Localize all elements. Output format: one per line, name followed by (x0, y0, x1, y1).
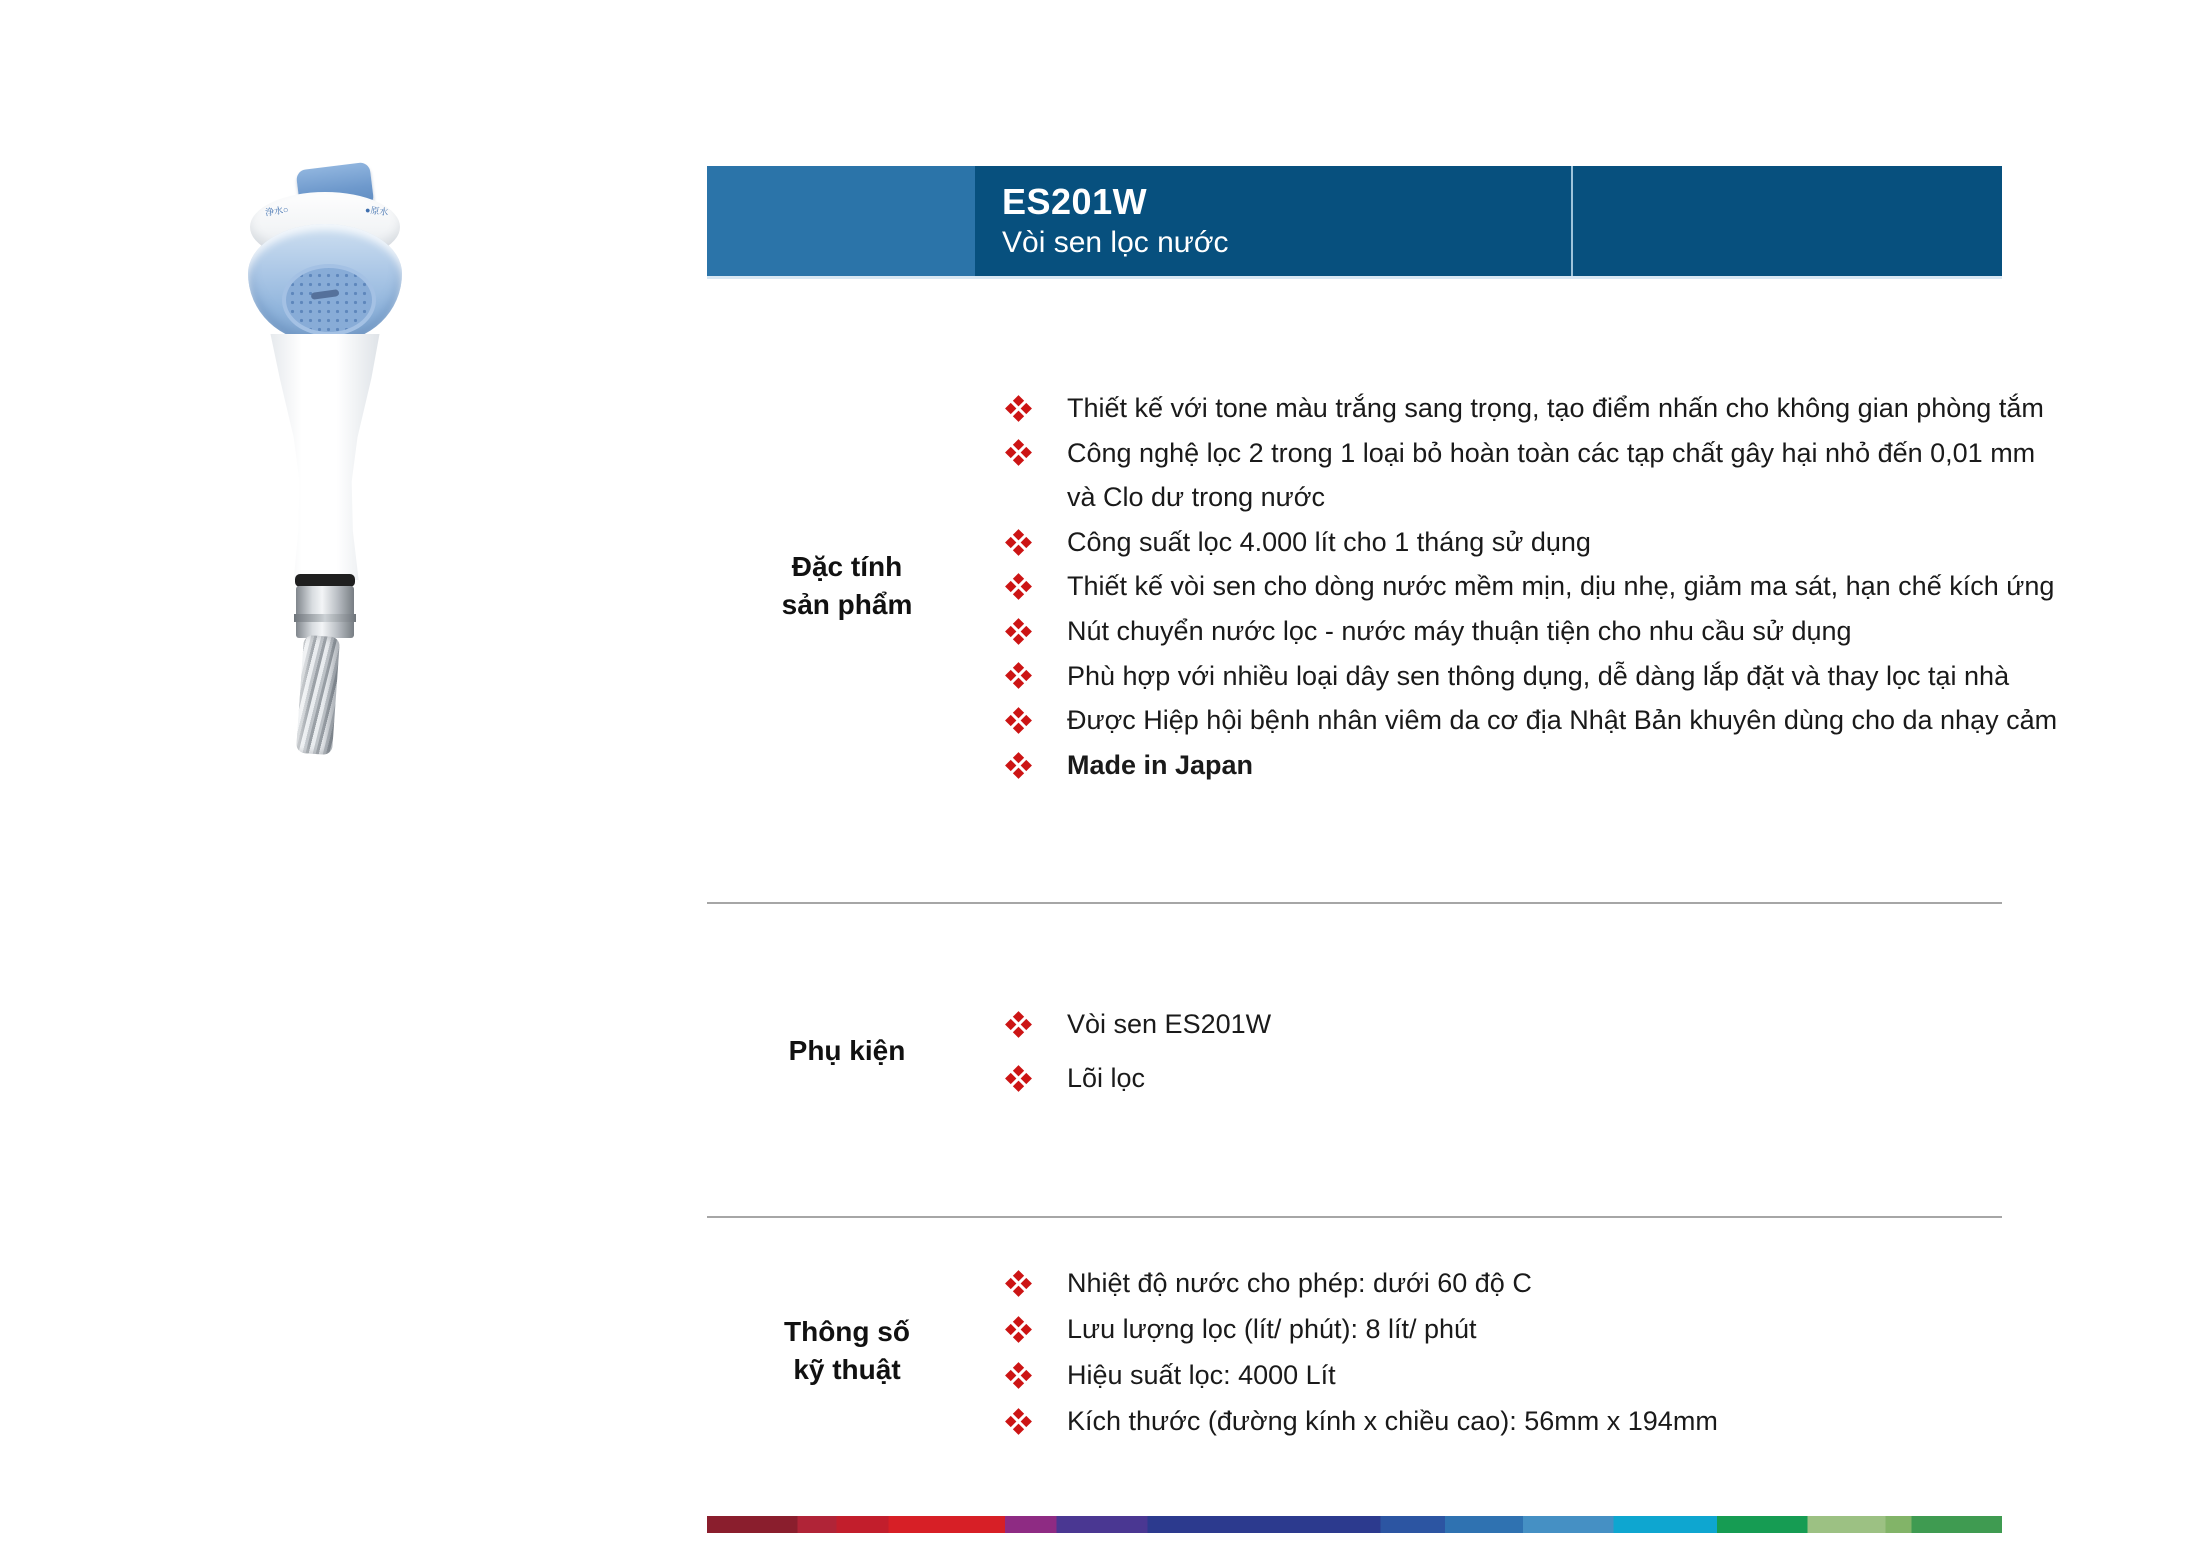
shower-nozzle-face (282, 264, 376, 336)
bullet-text (1067, 997, 1271, 1051)
bullet-text (1067, 654, 2009, 699)
section-divider-2 (707, 1216, 2002, 1218)
diamond-bullet-icon (1005, 1362, 1032, 1389)
diamond-bullet-icon (1005, 1270, 1032, 1297)
bullet-text (1067, 1260, 1532, 1306)
bullet-item (1005, 609, 2125, 654)
diamond-bullet-icon (1005, 618, 1032, 645)
bullet-text-line: Lõi lọc (1067, 1063, 1146, 1093)
shower-handle (267, 334, 383, 580)
accessory-list (1005, 997, 2125, 1105)
bullet-item (1005, 431, 2125, 520)
diamond-bullet-icon (1005, 1408, 1032, 1435)
section-label-line: kỹ thuật (793, 1354, 901, 1385)
header-text-block (1002, 180, 1229, 262)
bullet-text (1067, 1051, 1145, 1105)
bullet-text (1067, 564, 2054, 609)
footer-color-bar (707, 1516, 2002, 1533)
section-label-features (707, 548, 987, 624)
bullet-text-line: và Clo dư trong nước (1067, 482, 1325, 513)
section-label-line: Đặc tính (791, 551, 903, 582)
section-label-specs (707, 1313, 987, 1389)
bullet-text-line: Vòi sen ES201W (1067, 1009, 1272, 1039)
bullet-item (1005, 698, 2125, 743)
spec-list (1005, 1260, 2125, 1444)
bullet-text-line: Nhiệt độ nước cho phép: dưới 60 độ C (1067, 1268, 1532, 1298)
diamond-bullet-icon (1005, 752, 1032, 779)
section-label-accessories (707, 1032, 987, 1070)
section-label-line: Thông số (784, 1316, 910, 1347)
bullet-glyph-column (1005, 431, 1067, 463)
diamond-bullet-icon (1005, 662, 1032, 689)
bullet-glyph-column (1005, 520, 1067, 552)
bullet-text-line: Made in Japan (1067, 749, 1254, 780)
diamond-bullet-icon (1005, 395, 1032, 422)
section-divider-1 (707, 902, 2002, 904)
bullet-text (1067, 1398, 1718, 1444)
section-label-line: Phụ kiện (788, 1035, 906, 1066)
bullet-glyph-column (1005, 609, 1067, 641)
bullet-text (1067, 609, 1852, 654)
bullet-text-line: Lưu lượng lọc (lít/ phút): 8 lít/ phút (1067, 1314, 1477, 1344)
product-photo (243, 166, 408, 756)
bullet-text-line: Công nghệ lọc 2 trong 1 loại bỏ hoàn toàn các tạp chất gây hại nhỏ đến 0,01 mm (1067, 437, 2036, 468)
bullet-glyph-column (1005, 743, 1067, 775)
product-name: Vòi sen lọc nước (1002, 226, 1229, 259)
diamond-bullet-icon (1005, 1065, 1032, 1092)
header-bar (707, 166, 2002, 279)
bullet-text-line: Phù hợp với nhiều loại dây sen thông dụng, dễ dàng lắp đặt và thay lọc tại nhà (1067, 660, 2010, 691)
bullet-item (1005, 1352, 2125, 1398)
bullet-text-line: Thiết kế vòi sen cho dòng nước mềm mịn, dịu nhẹ, giảm ma sát, hạn chế kích ứng (1067, 571, 2055, 602)
bullet-text-line: Được Hiệp hội bệnh nhân viêm da cơ địa Nhật Bản khuyên dùng cho da nhạy cảm (1067, 705, 2058, 736)
bullet-text (1067, 431, 2035, 520)
diamond-bullet-icon (1005, 573, 1032, 600)
diamond-bullet-icon (1005, 1011, 1032, 1038)
diamond-bullet-icon (1005, 439, 1032, 466)
bullet-glyph-column (1005, 1398, 1067, 1431)
diamond-bullet-icon (1005, 1316, 1032, 1343)
bullet-item (1005, 386, 2125, 431)
bullet-item (1005, 743, 2125, 788)
bullet-text (1067, 1306, 1477, 1352)
bullet-text (1067, 520, 1591, 565)
bullet-text (1067, 698, 2057, 743)
bullet-glyph-column (1005, 654, 1067, 686)
bullet-item (1005, 1306, 2125, 1352)
bullet-glyph-column (1005, 1352, 1067, 1385)
bullet-text-line: Nút chuyển nước lọc - nước máy thuận tiện cho nhu cầu sử dụng (1067, 615, 1852, 646)
bullet-text (1067, 1352, 1336, 1398)
bullet-text-line: Hiệu suất lọc: 4000 Lít (1067, 1360, 1336, 1390)
switch-label-raw-water: ●原水 (364, 204, 389, 218)
header-divider-line (1571, 166, 1573, 276)
bullet-glyph-column (1005, 1306, 1067, 1339)
header-accent-block (707, 166, 975, 276)
section-label-line: sản phẩm (781, 589, 913, 620)
switch-label-purified-water: 浄水○ (264, 204, 290, 218)
model-number: ES201W (1002, 181, 1148, 222)
bullet-text-line: Công suất lọc 4.000 lít cho 1 tháng sử dụng (1067, 526, 1591, 557)
diamond-bullet-icon (1005, 529, 1032, 556)
bullet-glyph-column (1005, 564, 1067, 596)
bullet-item (1005, 520, 2125, 565)
bullet-text-line: Thiết kế với tone màu trắng sang trọng, tạo điểm nhấn cho không gian phòng tắm (1067, 393, 2044, 423)
bullet-glyph-column (1005, 997, 1067, 1034)
bullet-item (1005, 1260, 2125, 1306)
bullet-glyph-column (1005, 1260, 1067, 1293)
bullet-text (1067, 743, 1253, 788)
bullet-glyph-column (1005, 1051, 1067, 1088)
bullet-glyph-column (1005, 386, 1067, 418)
feature-list (1005, 386, 2125, 787)
diamond-bullet-icon (1005, 707, 1032, 734)
bullet-glyph-column (1005, 698, 1067, 730)
bullet-text (1067, 386, 2044, 431)
shower-hose (296, 635, 340, 755)
bullet-item (1005, 1051, 2125, 1105)
bullet-item (1005, 654, 2125, 699)
bullet-item (1005, 564, 2125, 609)
bullet-item (1005, 997, 2125, 1051)
bullet-text-line: Kích thước (đường kính x chiều cao): 56mm x 194mm (1067, 1406, 1718, 1436)
hose-connector (296, 586, 354, 638)
bullet-item (1005, 1398, 2125, 1444)
